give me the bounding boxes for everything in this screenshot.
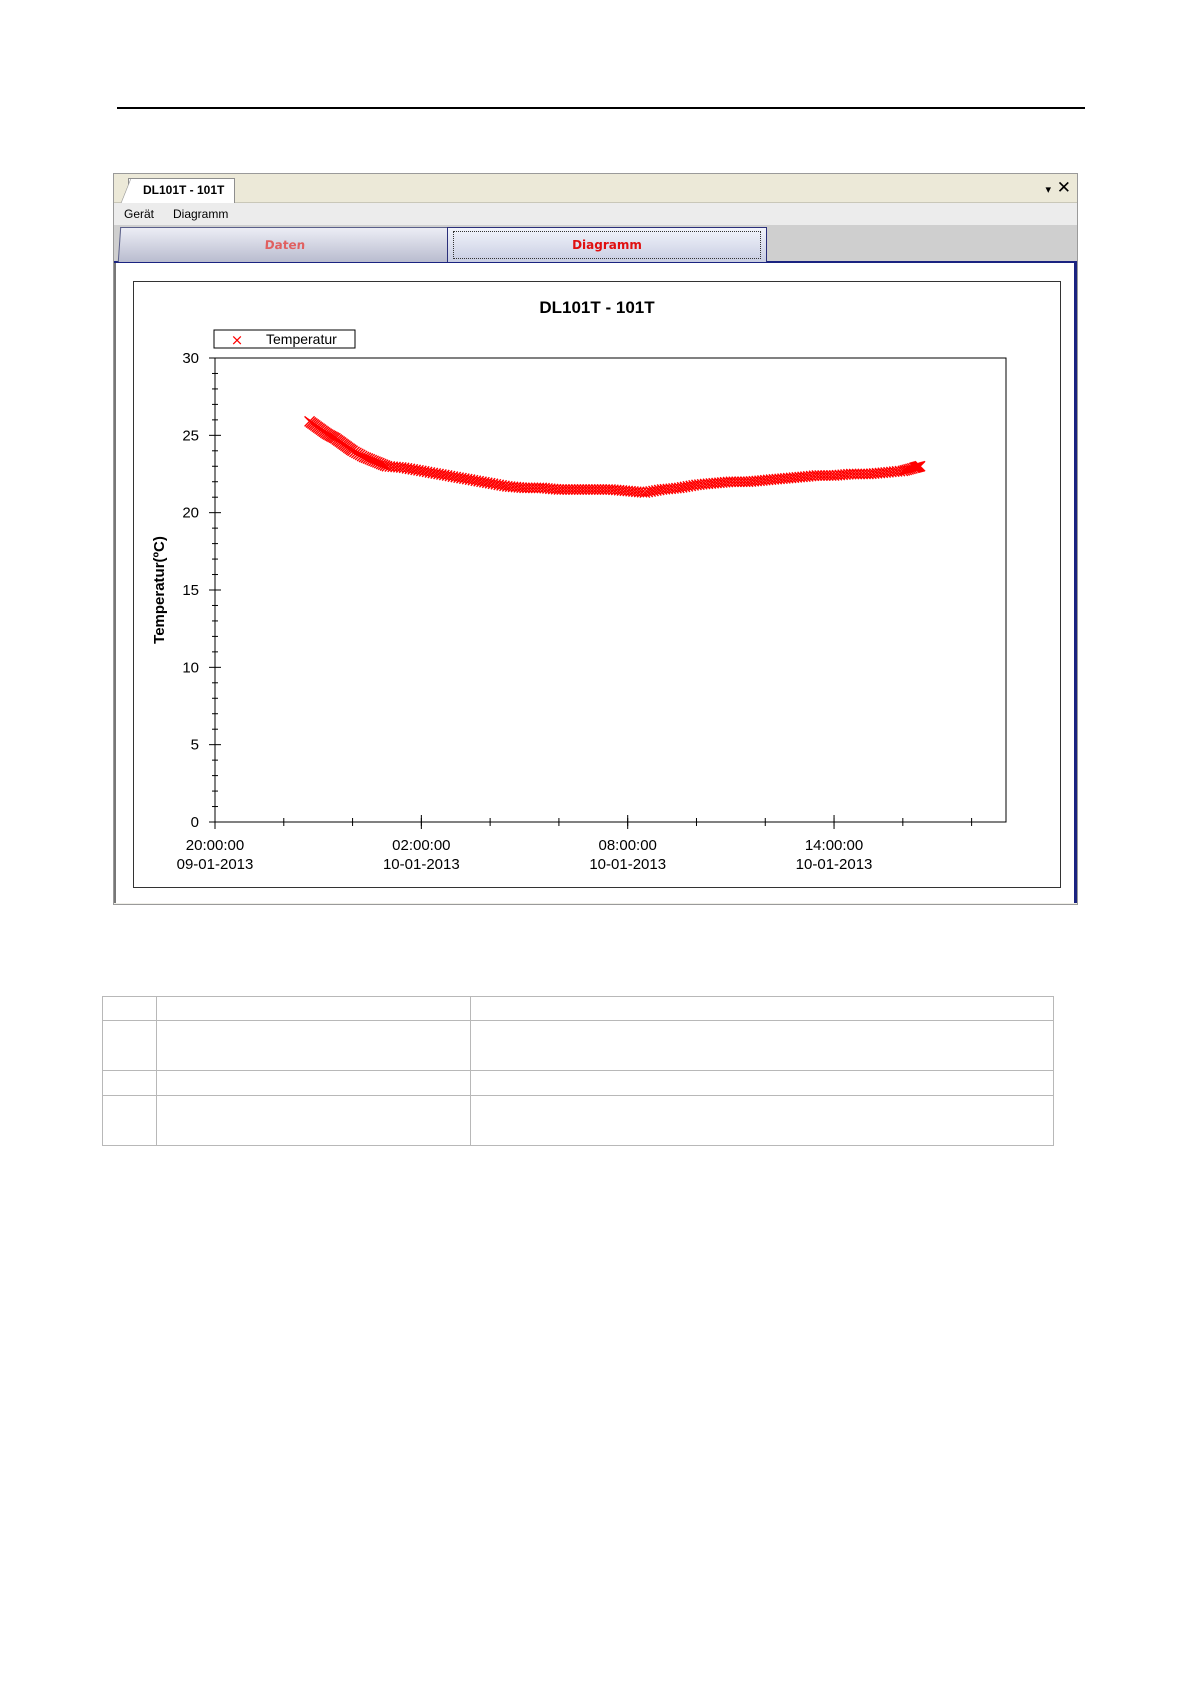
x-tick-label-date: 09-01-2013 xyxy=(176,856,254,873)
close-icon[interactable]: ✕ xyxy=(1056,178,1071,197)
plot-area xyxy=(215,358,1006,822)
legend-label: Temperatur xyxy=(266,331,337,347)
table-cell xyxy=(157,997,471,1021)
view-tabs xyxy=(114,225,1077,263)
menu-item-geraet[interactable]: Gerät xyxy=(124,207,155,221)
table-row xyxy=(103,1071,1054,1096)
table-row xyxy=(103,1021,1054,1071)
data-marks xyxy=(305,416,925,497)
tab-daten[interactable] xyxy=(118,227,452,262)
y-tick-label: 25 xyxy=(182,427,199,445)
y-axis-label: Temperatur(ºC) xyxy=(151,536,168,644)
document-tab[interactable]: DL101T - 101T xyxy=(128,178,235,203)
tab-daten-label: Daten xyxy=(264,238,306,252)
table-cell xyxy=(103,1071,157,1096)
y-tick-label: 20 xyxy=(182,504,199,522)
y-tick-label: 30 xyxy=(182,350,199,367)
table-cell xyxy=(471,1071,1054,1096)
table-cell xyxy=(103,997,157,1021)
tab-diagramm[interactable] xyxy=(447,227,767,262)
y-tick-label: 10 xyxy=(182,659,199,677)
legend xyxy=(214,330,355,349)
table-row xyxy=(103,1096,1054,1146)
y-tick-label: 5 xyxy=(190,736,199,754)
table-cell xyxy=(157,1071,471,1096)
chart-title: DL101T - 101T xyxy=(539,298,655,317)
temperature-chart xyxy=(133,281,1061,888)
document-tabstrip xyxy=(114,174,1077,203)
menu-item-diagramm[interactable]: Diagramm xyxy=(173,207,229,221)
menu-bar xyxy=(114,203,1077,225)
x-tick-label-time: 08:00:00 xyxy=(598,837,657,854)
x-tick-label-time: 20:00:00 xyxy=(185,837,245,854)
table-cell xyxy=(157,1021,471,1071)
x-tick-label-date: 10-01-2013 xyxy=(795,856,873,873)
blank-table xyxy=(102,996,1054,1146)
legend-marker: × xyxy=(230,331,244,349)
x-tick-label-date: 10-01-2013 xyxy=(589,856,667,873)
x-tick-label-time: 02:00:00 xyxy=(392,837,451,854)
table-cell xyxy=(103,1096,157,1146)
dropdown-icon[interactable]: ▾ xyxy=(1045,184,1051,196)
x-tick-label-time: 14:00:00 xyxy=(804,837,864,854)
axes xyxy=(177,350,972,873)
table-cell xyxy=(471,997,1054,1021)
table-row xyxy=(103,997,1054,1021)
table-cell xyxy=(471,1021,1054,1071)
y-tick-label: 15 xyxy=(182,582,199,599)
table-cell xyxy=(103,1021,157,1071)
x-tick-label-date: 10-01-2013 xyxy=(382,856,460,873)
table-cell xyxy=(157,1096,471,1146)
y-tick-label: 0 xyxy=(190,814,199,831)
table-cell xyxy=(471,1096,1054,1146)
page-header-rule xyxy=(117,107,1085,109)
tab-diagramm-label: Diagramm xyxy=(453,231,761,259)
